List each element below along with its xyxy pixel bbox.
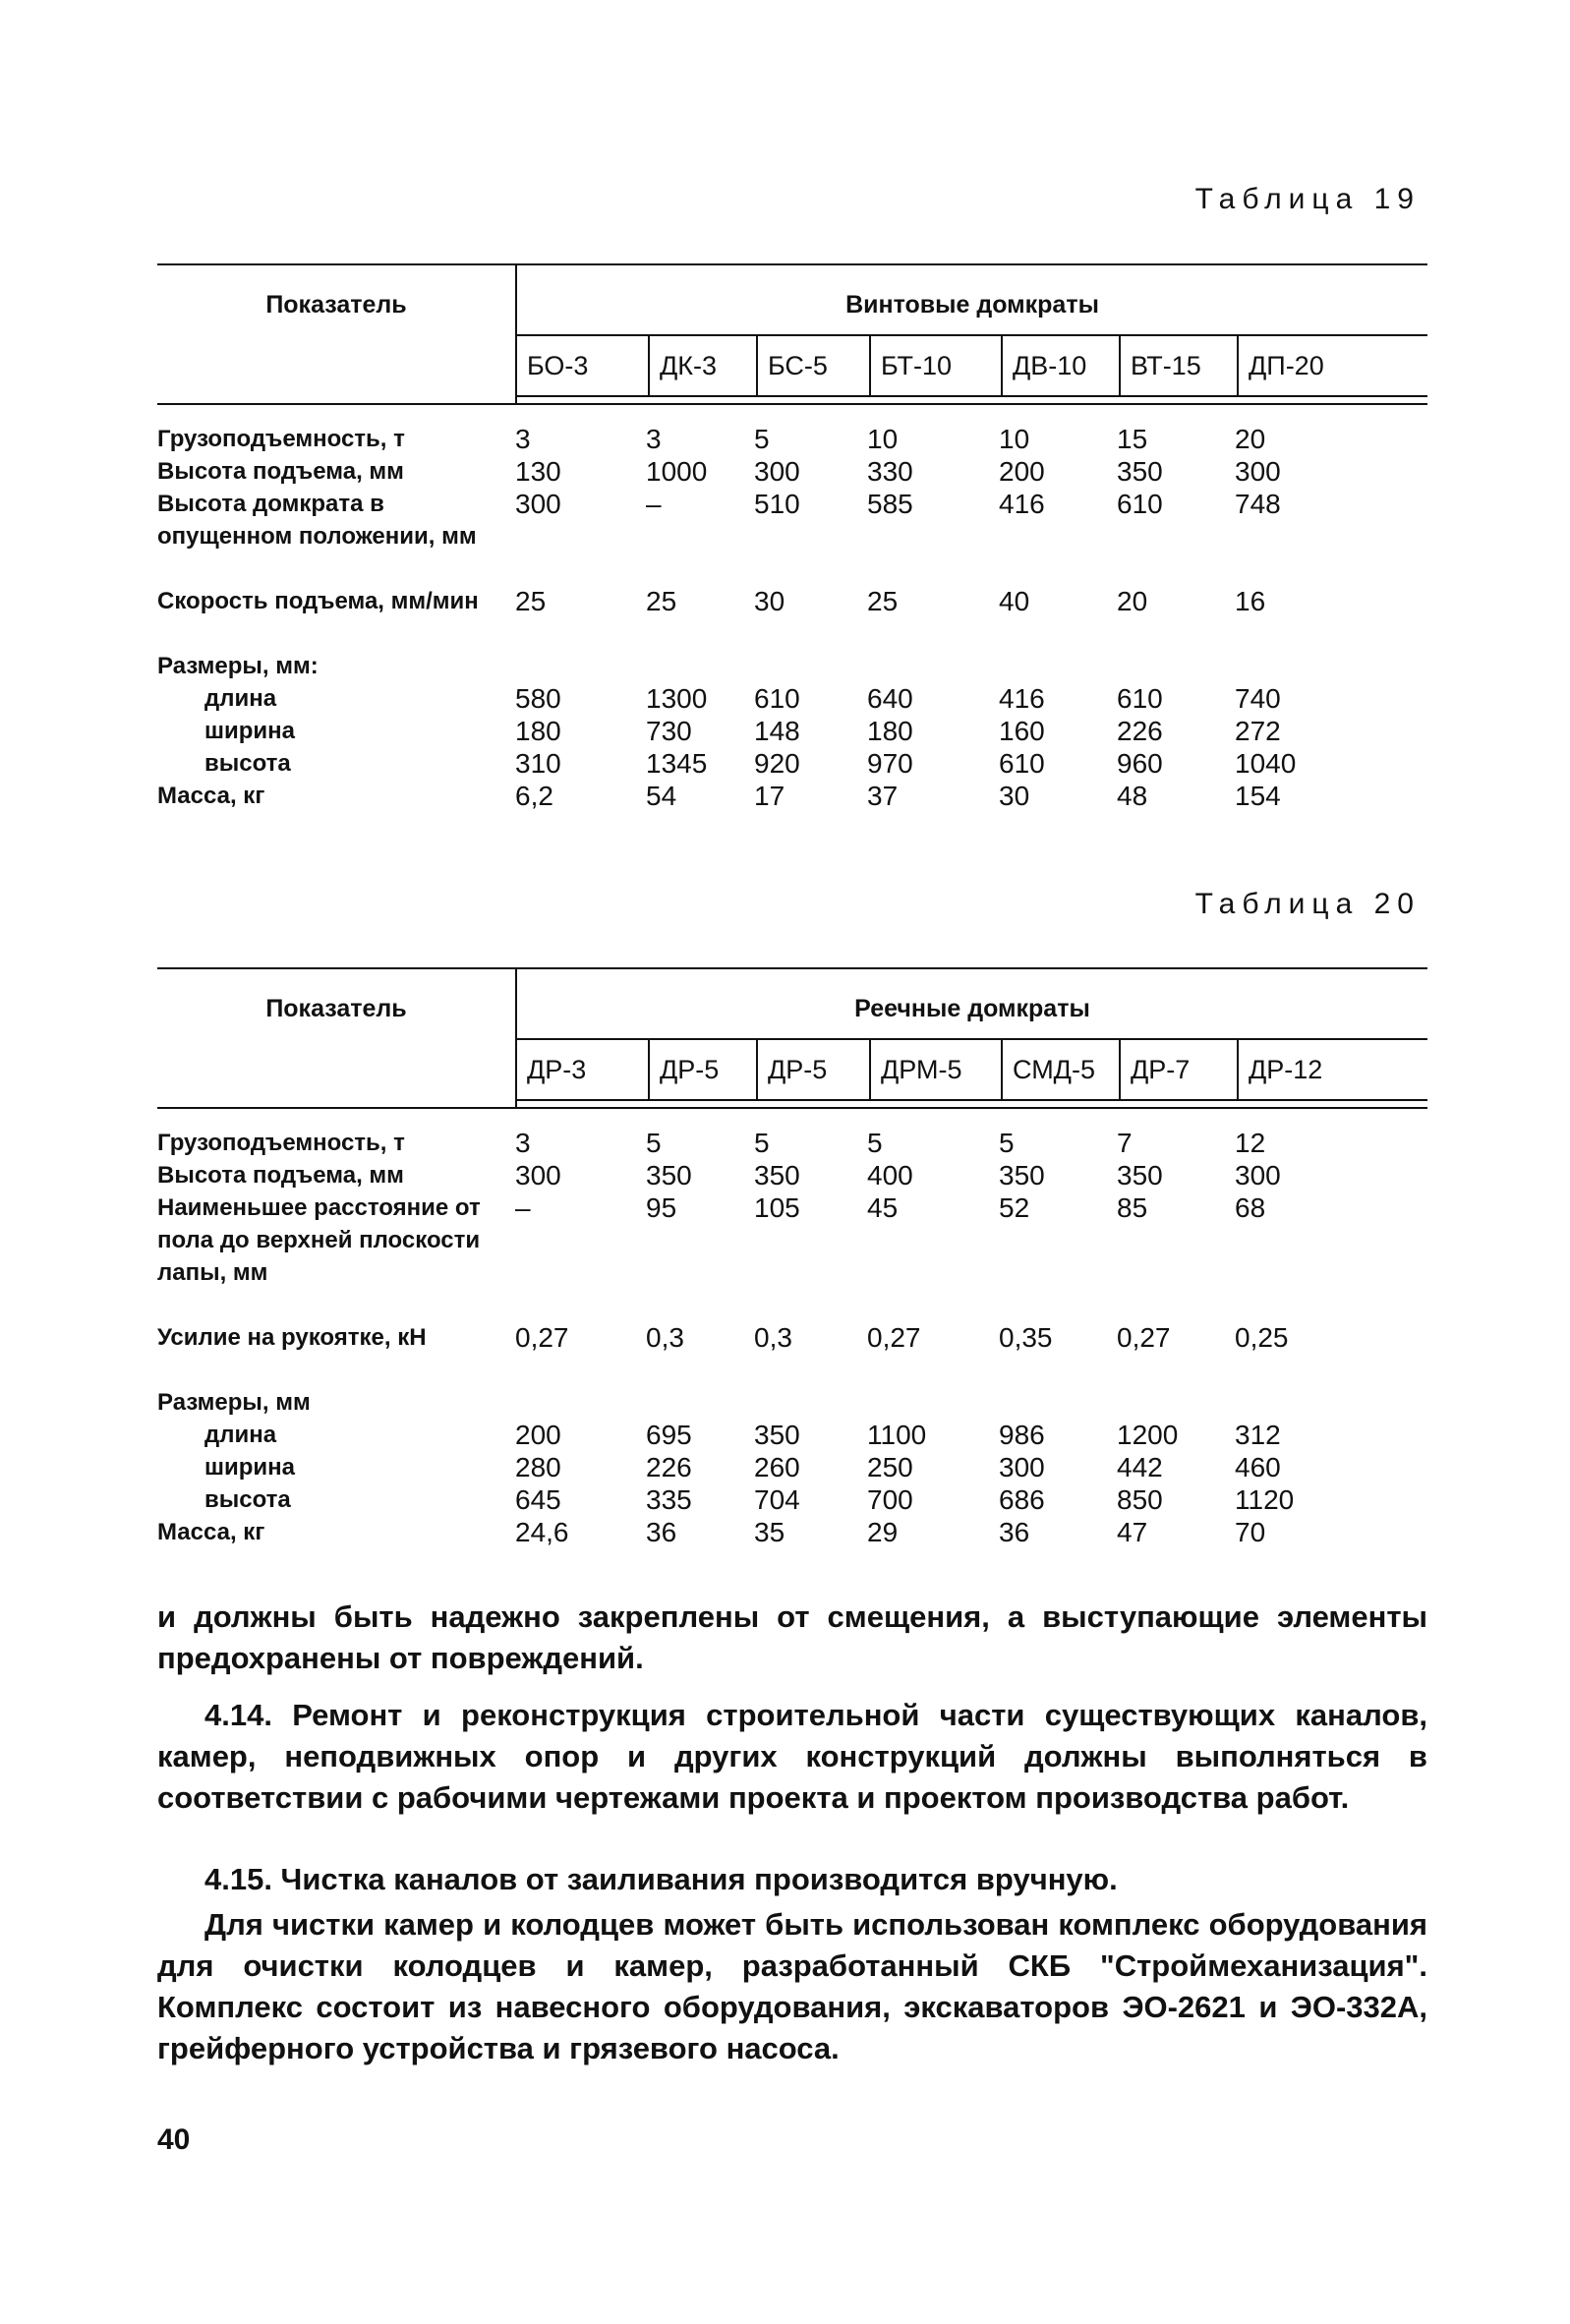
table-cell: 260 <box>754 1452 800 1482</box>
table-cell: 95 <box>646 1192 677 1223</box>
table-cell: 250 <box>867 1452 913 1482</box>
table-20-caption: Таблица 20 <box>1194 888 1421 920</box>
row-label: ширина <box>204 1454 296 1481</box>
table-cell: 180 <box>867 716 913 746</box>
table-row <box>157 1516 1427 1548</box>
model-column-header: ДР-5 <box>756 1040 869 1099</box>
table-cell: 200 <box>999 456 1045 487</box>
model-column-header: ДВ-10 <box>1001 336 1119 395</box>
row-label: длина <box>204 685 277 712</box>
model-column-header: ДР-7 <box>1119 1040 1237 1099</box>
row-label: Высота подъема, мм <box>157 1162 404 1189</box>
table-cell: 580 <box>515 683 561 714</box>
model-header-row <box>517 1038 1427 1101</box>
table-cell: 442 <box>1117 1452 1163 1482</box>
table-cell: 5 <box>754 424 770 454</box>
paragraph-4-14: 4.14. Ремонт и реконструкция строительной части существующих каналов, камер, неподвижных опор и других конструкций должны выполняться в соответствии с рабочими чертежами проекта и проектом производства работ. <box>157 1698 1427 1815</box>
table-row <box>157 780 1427 812</box>
table-cell: 40 <box>999 586 1030 616</box>
table-cell: 6,2 <box>515 781 553 811</box>
table-cell: 36 <box>999 1517 1030 1547</box>
table-cell: 460 <box>1235 1452 1281 1482</box>
table-cell: 20 <box>1117 586 1148 616</box>
model-column-header: ВТ-15 <box>1119 336 1237 395</box>
row-label: Масса, кг <box>157 783 265 809</box>
table-cell: 36 <box>646 1517 677 1547</box>
row-label: длина <box>204 1422 277 1448</box>
table-cell: 130 <box>515 456 561 487</box>
table-cell: 3 <box>515 1128 531 1158</box>
model-column-header: БТ-10 <box>869 336 1001 395</box>
row-label: Размеры, мм: <box>157 653 319 679</box>
table-cell: 54 <box>646 781 677 811</box>
table-cell: 350 <box>999 1160 1045 1191</box>
model-column-header: ДР-12 <box>1237 1040 1427 1099</box>
row-label: высота <box>204 1486 291 1513</box>
table-cell: 1200 <box>1117 1420 1179 1450</box>
table-cell: 330 <box>867 456 913 487</box>
table-cell: 30 <box>754 586 785 616</box>
model-column-header: БО-3 <box>527 351 589 380</box>
paragraph-4-15: 4.15. Чистка каналов от заиливания производится вручную. <box>204 1862 1118 1896</box>
table-cell: 645 <box>515 1484 561 1515</box>
row-label: Скорость подъема, мм/мин <box>157 588 479 614</box>
table-cell: 85 <box>1117 1192 1148 1223</box>
table-cell: 695 <box>646 1420 692 1450</box>
table-cell: 7 <box>1117 1128 1133 1158</box>
table-cell: 200 <box>515 1420 561 1450</box>
table-cell: 280 <box>515 1452 561 1482</box>
table-row <box>157 1321 1427 1386</box>
table-cell: 850 <box>1117 1484 1163 1515</box>
row-label: Усилие на рукоятке, кН <box>157 1324 427 1351</box>
page-number: 40 <box>157 2123 191 2156</box>
table-cell: 1300 <box>646 683 708 714</box>
table-cell: 610 <box>1117 489 1163 519</box>
table-cell: 686 <box>999 1484 1045 1515</box>
table-cell: 350 <box>754 1160 800 1191</box>
table-cell: 300 <box>515 1160 561 1191</box>
table-cell: 180 <box>515 716 561 746</box>
table-cell: 610 <box>754 683 800 714</box>
table-cell: 416 <box>999 683 1045 714</box>
model-column-header: БС-5 <box>756 336 869 395</box>
table-cell: 335 <box>646 1484 692 1515</box>
table-cell: 52 <box>999 1192 1030 1223</box>
model-column-header: СМД-5 <box>1001 1040 1119 1099</box>
table-cell: 16 <box>1235 586 1266 616</box>
table-cell: 510 <box>754 489 800 519</box>
table-cell: 300 <box>1235 456 1281 487</box>
model-header-row <box>517 334 1427 397</box>
table-row <box>157 1419 1427 1451</box>
table-row <box>157 715 1427 747</box>
table-cell: 35 <box>754 1517 785 1547</box>
table-row <box>157 1159 1427 1191</box>
row-label: высота <box>204 750 291 777</box>
table-cell: 25 <box>646 586 677 616</box>
table-cell: 10 <box>867 424 899 454</box>
table-cell: 0,27 <box>867 1322 921 1353</box>
table-row <box>157 423 1427 455</box>
table-row <box>157 650 1427 682</box>
row-label: Размеры, мм <box>157 1389 311 1416</box>
table-row <box>157 1451 1427 1483</box>
table-cell: 300 <box>1235 1160 1281 1191</box>
table-row <box>157 747 1427 780</box>
table-cell: 1000 <box>646 456 708 487</box>
row-label: Высота домкрата в опущенном положении, мм <box>157 491 477 550</box>
table-cell: 45 <box>867 1192 899 1223</box>
table-cell: 47 <box>1117 1517 1148 1547</box>
table-cell: 300 <box>999 1452 1045 1482</box>
table-cell: 416 <box>999 489 1045 519</box>
table-cell: – <box>515 1192 531 1223</box>
table-cell: 0,27 <box>1117 1322 1171 1353</box>
paragraph-continuation: и должны быть надежно закреплены от смещения, а выступающие элементы предохранены от повреждений. <box>157 1599 1427 1675</box>
table-cell: 0,25 <box>1235 1322 1289 1353</box>
row-label: Грузоподъемность, т <box>157 1130 405 1156</box>
table-cell: 30 <box>999 781 1030 811</box>
table-19 <box>157 263 1427 812</box>
table-cell: 3 <box>646 424 662 454</box>
table-cell: 12 <box>1235 1128 1266 1158</box>
table-cell: 312 <box>1235 1420 1281 1450</box>
table-cell: 1040 <box>1235 748 1297 779</box>
table-body <box>157 423 1427 812</box>
table-body <box>157 1127 1427 1548</box>
table-header <box>157 263 1427 405</box>
table-cell: 350 <box>1117 456 1163 487</box>
table-cell: 300 <box>515 489 561 519</box>
table-cell: 300 <box>754 456 800 487</box>
table-cell: 986 <box>999 1420 1045 1450</box>
table-cell: 5 <box>999 1128 1015 1158</box>
table-cell: 5 <box>867 1128 883 1158</box>
table-cell: 226 <box>1117 716 1163 746</box>
row-label: Наименьшее расстояние от пола до верхней плоскости лапы, мм <box>157 1194 481 1286</box>
table-cell: 37 <box>867 781 899 811</box>
table-cell: 3 <box>515 424 531 454</box>
table-cell: 5 <box>754 1128 770 1158</box>
table-cell: 25 <box>515 586 547 616</box>
table-cell: 154 <box>1235 781 1281 811</box>
table-cell: 20 <box>1235 424 1266 454</box>
table-cell: 740 <box>1235 683 1281 714</box>
table-cell: 748 <box>1235 489 1281 519</box>
table-cell: 1345 <box>646 748 708 779</box>
table-cell: 1120 <box>1235 1484 1295 1515</box>
row-label: Высота подъема, мм <box>157 458 404 485</box>
table-cell: 350 <box>646 1160 692 1191</box>
table-cell: 704 <box>754 1484 800 1515</box>
table-cell: 610 <box>999 748 1045 779</box>
table-cell: 0,35 <box>999 1322 1053 1353</box>
table-cell: 5 <box>646 1128 662 1158</box>
table-cell: 15 <box>1117 424 1148 454</box>
table-cell: 700 <box>867 1484 913 1515</box>
table-cell: 350 <box>1117 1160 1163 1191</box>
table-cell: 272 <box>1235 716 1281 746</box>
table-cell: 640 <box>867 683 913 714</box>
table-cell: 400 <box>867 1160 913 1191</box>
table-cell: – <box>646 489 662 519</box>
table-cell: 105 <box>754 1192 800 1223</box>
table-cell: 0,27 <box>515 1322 569 1353</box>
table-row <box>157 585 1427 650</box>
model-column-header: ДР-3 <box>527 1055 587 1084</box>
row-label: ширина <box>204 718 296 744</box>
model-column-header: ДК-3 <box>648 336 756 395</box>
table-cell: 0,3 <box>646 1322 684 1353</box>
table-20 <box>157 967 1427 1548</box>
table-row <box>157 488 1427 585</box>
table-row <box>157 455 1427 488</box>
model-column-header: ДРМ-5 <box>869 1040 1001 1099</box>
table-cell: 1100 <box>867 1420 927 1450</box>
table-cell: 730 <box>646 716 692 746</box>
table-cell: 25 <box>867 586 899 616</box>
row-label: Грузоподъемность, т <box>157 426 405 452</box>
table-cell: 960 <box>1117 748 1163 779</box>
table-cell: 48 <box>1117 781 1148 811</box>
table-row <box>157 1127 1427 1159</box>
model-column-header: ДР-5 <box>648 1040 756 1099</box>
table-cell: 970 <box>867 748 913 779</box>
table-row <box>157 1483 1427 1516</box>
table-19-caption: Таблица 19 <box>1194 183 1421 215</box>
paragraph-cleaning-equipment: Для чистки камер и колодцев может быть использован комплекс оборудования для очистки колодцев и камер, разработанный СКБ "Строймеханизация". Комплекс состоит из навесного оборудования, экскаваторов ЭО-2621 и ЭО-332А, грейферного устройства и грязевого насоса. <box>157 1907 1427 2065</box>
table-row <box>157 682 1427 715</box>
table-cell: 68 <box>1235 1192 1266 1223</box>
model-column-header: ДП-20 <box>1237 336 1427 395</box>
table-cell: 310 <box>515 748 561 779</box>
table-cell: 24,6 <box>515 1517 569 1547</box>
group-header: Винтовые домкраты <box>845 291 1099 319</box>
indicator-column-header: Показатель <box>265 291 407 319</box>
table-cell: 148 <box>754 716 800 746</box>
row-label: Масса, кг <box>157 1519 265 1545</box>
indicator-column-header: Показатель <box>265 995 407 1022</box>
table-row <box>157 1191 1427 1321</box>
table-cell: 10 <box>999 424 1030 454</box>
table-cell: 350 <box>754 1420 800 1450</box>
table-cell: 585 <box>867 489 913 519</box>
table-cell: 0,3 <box>754 1322 792 1353</box>
table-cell: 920 <box>754 748 800 779</box>
table-cell: 610 <box>1117 683 1163 714</box>
group-header: Реечные домкраты <box>854 995 1090 1022</box>
table-header <box>157 967 1427 1109</box>
table-cell: 70 <box>1235 1517 1266 1547</box>
table-cell: 17 <box>754 781 785 811</box>
table-row <box>157 1386 1427 1419</box>
table-cell: 226 <box>646 1452 692 1482</box>
table-cell: 160 <box>999 716 1045 746</box>
table-cell: 29 <box>867 1517 899 1547</box>
